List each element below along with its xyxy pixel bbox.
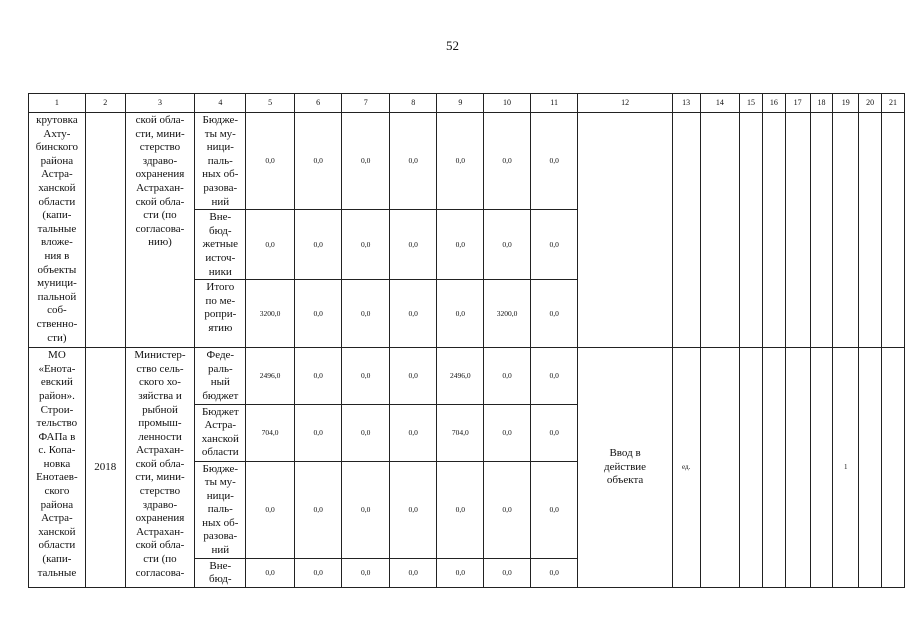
col-header: 10 [484,94,531,113]
indicator-value-cell [810,348,833,588]
value-cell: 0,0 [342,348,390,404]
table-row [29,113,905,210]
indicator-value-cell [700,113,740,348]
year-cell [85,113,125,348]
value-cell: 3200,0 [246,280,295,348]
col-header: 2 [85,94,125,113]
funding-source-cell: Бюджет Астра- ханской области [195,404,246,461]
col-header: 8 [389,94,437,113]
value-cell: 2496,0 [246,348,295,404]
value-cell: 0,0 [437,113,484,210]
value-cell: 0,0 [484,113,531,210]
col-header: 16 [762,94,785,113]
col-header: 17 [785,94,810,113]
value-cell: 0,0 [294,461,342,558]
value-cell: 0,0 [484,348,531,404]
col-header: 1 [29,94,86,113]
indicator-value-cell [859,348,882,588]
value-cell: 0,0 [389,210,437,280]
value-cell: 0,0 [389,113,437,210]
col-header: 9 [437,94,484,113]
funding-source-cell: Вне- бюд- жетные источ- ники [195,210,246,280]
value-cell: 0,0 [484,210,531,280]
value-cell: 0,0 [342,280,390,348]
value-cell: 0,0 [342,113,390,210]
value-cell: 0,0 [437,558,484,587]
value-cell: 0,0 [246,461,295,558]
value-cell: 0,0 [342,210,390,280]
col-header: 18 [810,94,833,113]
col-header: 20 [859,94,882,113]
value-cell: 0,0 [530,558,578,587]
year-cell: 2018 [85,348,125,588]
col-header: 21 [882,94,905,113]
value-cell: 704,0 [437,404,484,461]
col-header: 19 [833,94,859,113]
col-header: 14 [700,94,740,113]
funding-source-cell: Феде- раль- ный бюджет [195,348,246,404]
value-cell: 0,0 [389,558,437,587]
value-cell: 0,0 [389,348,437,404]
col-header: 15 [740,94,763,113]
col-header: 13 [672,94,700,113]
table-row [29,348,905,404]
value-cell: 0,0 [246,558,295,587]
col-header: 4 [195,94,246,113]
value-cell: 2496,0 [437,348,484,404]
col-header: 5 [246,94,295,113]
page-number: 52 [446,38,459,53]
indicator-cell: Ввод в действие объекта [578,348,672,588]
col-header: 3 [125,94,195,113]
value-cell: 0,0 [530,113,578,210]
indicator-value-cell [740,348,763,588]
executor-cell: ской обла- сти, мини- стерство здраво- охранения Астрахан- ской обла- сти (по согласова- нию) [125,113,195,348]
measure-name-cell: крутовка Ахту- бинского района Астра- ханской области (капи- тальные вложе- ния в объекты муници- пальной соб- ственно- сти) [29,113,86,348]
executor-cell: Министер- ство сель- ского хо- зяйства и рыбной промыш- ленности Астрахан- ской обла- сти, мини- стерство здраво- охранения Астрахан- ской обла- сти (по согласова- [125,348,195,588]
measure-name-cell: МО «Енота- евский район». Строи- тельство ФАПа в с. Копа- новка Енотаев- ского района Астра- ханской области (капи- тальные [29,348,86,588]
funding-source-cell: Итого по ме- ропри- ятию [195,280,246,348]
indicator-value-cell [700,348,740,588]
indicator-cell [578,113,672,348]
value-cell: 704,0 [246,404,295,461]
value-cell: 0,0 [246,210,295,280]
funding-source-cell: Бюдже- ты му- ници- паль- ных об- разова- ний [195,113,246,210]
value-cell: 0,0 [389,461,437,558]
indicator-value-cell: 1 [833,348,859,588]
indicator-value-cell [882,348,905,588]
value-cell: 0,0 [294,404,342,461]
value-cell: 0,0 [294,113,342,210]
value-cell: 0,0 [246,113,295,210]
value-cell: 0,0 [530,404,578,461]
col-header: 6 [294,94,342,113]
indicator-value-cell [833,113,859,348]
indicator-value-cell [762,348,785,588]
funding-source-cell: Вне- бюд- [195,558,246,587]
indicator-value-cell [740,113,763,348]
value-cell: 0,0 [294,348,342,404]
value-cell: 0,0 [530,280,578,348]
value-cell: 0,0 [437,210,484,280]
value-cell: 0,0 [437,461,484,558]
value-cell: 0,0 [342,461,390,558]
indicator-value-cell [882,113,905,348]
value-cell: 0,0 [530,461,578,558]
value-cell: 0,0 [530,210,578,280]
indicator-value-cell [762,113,785,348]
value-cell: 0,0 [294,558,342,587]
indicator-value-cell [810,113,833,348]
value-cell: 0,0 [389,280,437,348]
value-cell: 0,0 [437,280,484,348]
col-header: 12 [578,94,672,113]
value-cell: 0,0 [342,404,390,461]
value-cell: 0,0 [530,348,578,404]
value-cell: 0,0 [484,558,531,587]
indicator-value-cell [785,348,810,588]
funding-source-cell: Бюдже- ты му- ници- паль- ных об- разова- ний [195,461,246,558]
value-cell: 0,0 [484,404,531,461]
indicator-value-cell [859,113,882,348]
value-cell: 3200,0 [484,280,531,348]
program-table [28,93,905,588]
column-number-row [29,94,905,113]
value-cell: 0,0 [294,280,342,348]
value-cell: 0,0 [294,210,342,280]
indicator-value-cell [785,113,810,348]
col-header: 11 [530,94,578,113]
unit-cell [672,113,700,348]
value-cell: 0,0 [484,461,531,558]
value-cell: 0,0 [389,404,437,461]
value-cell: 0,0 [342,558,390,587]
unit-cell: ед. [672,348,700,588]
col-header: 7 [342,94,390,113]
